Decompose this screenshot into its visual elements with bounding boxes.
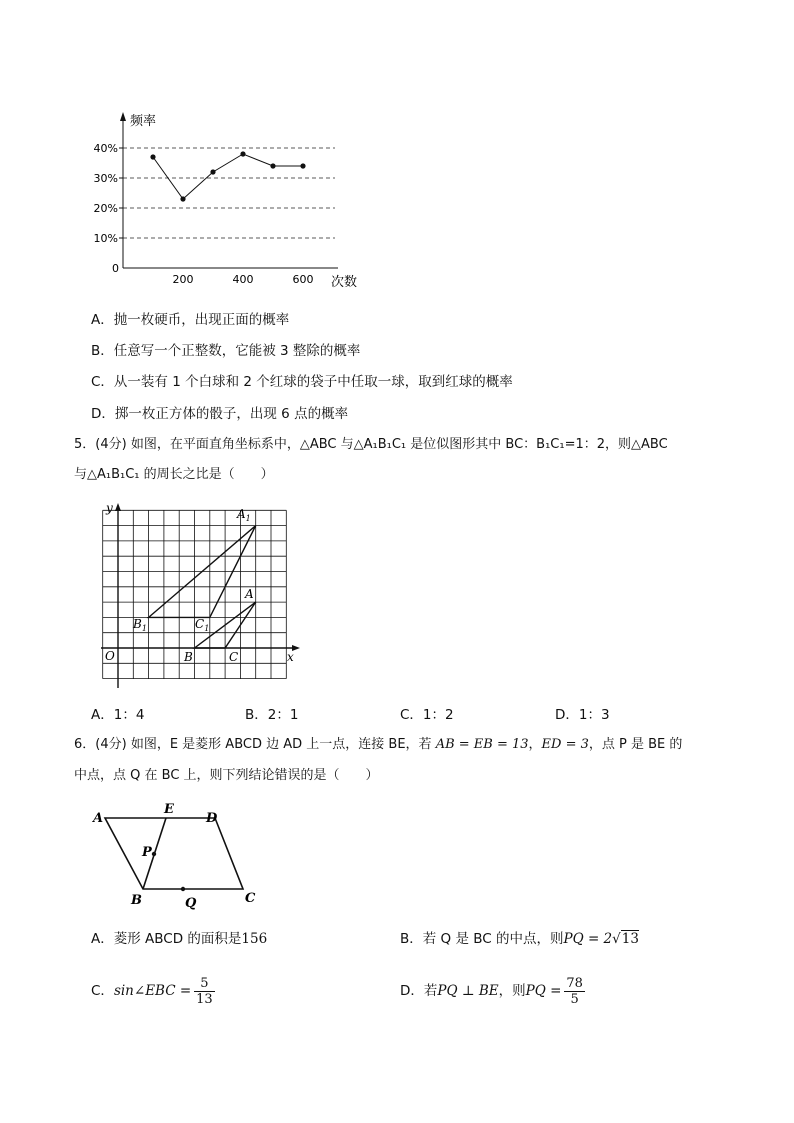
- point-p: [152, 852, 156, 856]
- fraction-78-5: $\frac{78}{5}$: [566, 975, 583, 1007]
- frequency-series-line: [153, 154, 303, 199]
- x-tick-label: 400: [232, 273, 254, 286]
- q5-option-a: A．1：4: [91, 707, 145, 723]
- q5-option-b: B．2：1: [245, 707, 299, 723]
- grid-y-arrow-icon: [115, 503, 121, 511]
- y-axis-arrow-icon: [120, 112, 126, 121]
- q6-option-c: C． sin∠EBC = $\frac{5}{13}$: [91, 975, 213, 1007]
- q6-option-b: B．若 Q 是 BC 的中点，则PQ = 2√13: [400, 931, 639, 947]
- y-tick-label: 40%: [93, 142, 118, 155]
- sqrt-symbol-icon: √: [612, 931, 621, 947]
- q5-stem-line2: 与△A₁B₁C₁ 的周长之比是（ ）: [74, 467, 274, 482]
- data-point: [150, 154, 155, 159]
- data-point: [240, 151, 245, 156]
- q6-stem-line1: 6．(4分) 如图，E 是菱形 ABCD 边 AD 上一点，连接 BE，若 AB = EB = 13，ED = 3，点 P 是 BE 的: [74, 737, 683, 752]
- grid-y-label: y: [106, 501, 113, 515]
- q6-option-a: A．菱形 ABCD 的面积是156: [91, 931, 268, 947]
- q6-stem-line2: 中点，点 Q 在 BC 上，则下列结论错误的是（ ）: [74, 768, 379, 783]
- label-a: A: [93, 811, 104, 826]
- q6-rhombus-figure: [88, 800, 268, 915]
- q4-option-d: D．掷一枚正方体的骰子，出现 6 点的概率: [91, 406, 349, 422]
- origin-label: 0: [112, 262, 119, 275]
- label-b1: $B_1$: [133, 617, 147, 633]
- label-p: P: [142, 845, 152, 860]
- label-c1: $C_1$: [195, 617, 210, 633]
- label-d: D: [206, 811, 218, 826]
- y-tick-label: 10%: [93, 232, 118, 245]
- q6-option-d: D．若 PQ ⊥ BE ，则 PQ = $\frac{78}{5}$: [400, 975, 583, 1007]
- label-a1: $A_1$: [237, 507, 251, 523]
- label-e: E: [164, 802, 174, 817]
- point-q: [181, 887, 185, 891]
- q5-grid-figure: [95, 500, 305, 695]
- y-axis-label: 频率: [130, 114, 157, 129]
- fraction-5-13: $\frac{5}{13}$: [196, 975, 213, 1007]
- grid-origin-label: O: [105, 649, 115, 663]
- q4-option-b: B．任意写一个正整数，它能被 3 整除的概率: [91, 343, 361, 359]
- data-point: [300, 163, 305, 168]
- label-a: A: [245, 587, 254, 601]
- data-point: [210, 169, 215, 174]
- y-tick-label: 20%: [93, 202, 118, 215]
- x-tick-label: 200: [172, 273, 194, 286]
- q5-stem-line1: 5．(4分) 如图，在平面直角坐标系中，△ABC 与△A₁B₁C₁ 是位似图形其中 BC：B₁C₁=1：2，则△ABC: [74, 437, 668, 452]
- rhombus-abcd: [105, 818, 243, 889]
- grid-x-label: x: [287, 650, 294, 664]
- y-tick-label: 30%: [93, 172, 118, 185]
- x-axis-label: 次数: [331, 275, 358, 290]
- q5-option-c: C．1：2: [400, 707, 454, 723]
- label-q: Q: [185, 896, 197, 911]
- q4-option-c: C．从一装有 1 个白球和 2 个红球的袋子中任取一球，取到红球的概率: [91, 374, 513, 390]
- data-point: [180, 196, 185, 201]
- x-tick-label: 600: [292, 273, 314, 286]
- label-b: B: [131, 893, 142, 908]
- label-c: C: [229, 650, 239, 664]
- frequency-chart: [80, 100, 380, 300]
- q5-option-d: D．1：3: [555, 707, 610, 723]
- q4-option-a: A．抛一枚硬币，出现正面的概率: [91, 312, 290, 328]
- label-b: B: [184, 650, 193, 664]
- label-c: C: [245, 891, 256, 906]
- data-point: [270, 163, 275, 168]
